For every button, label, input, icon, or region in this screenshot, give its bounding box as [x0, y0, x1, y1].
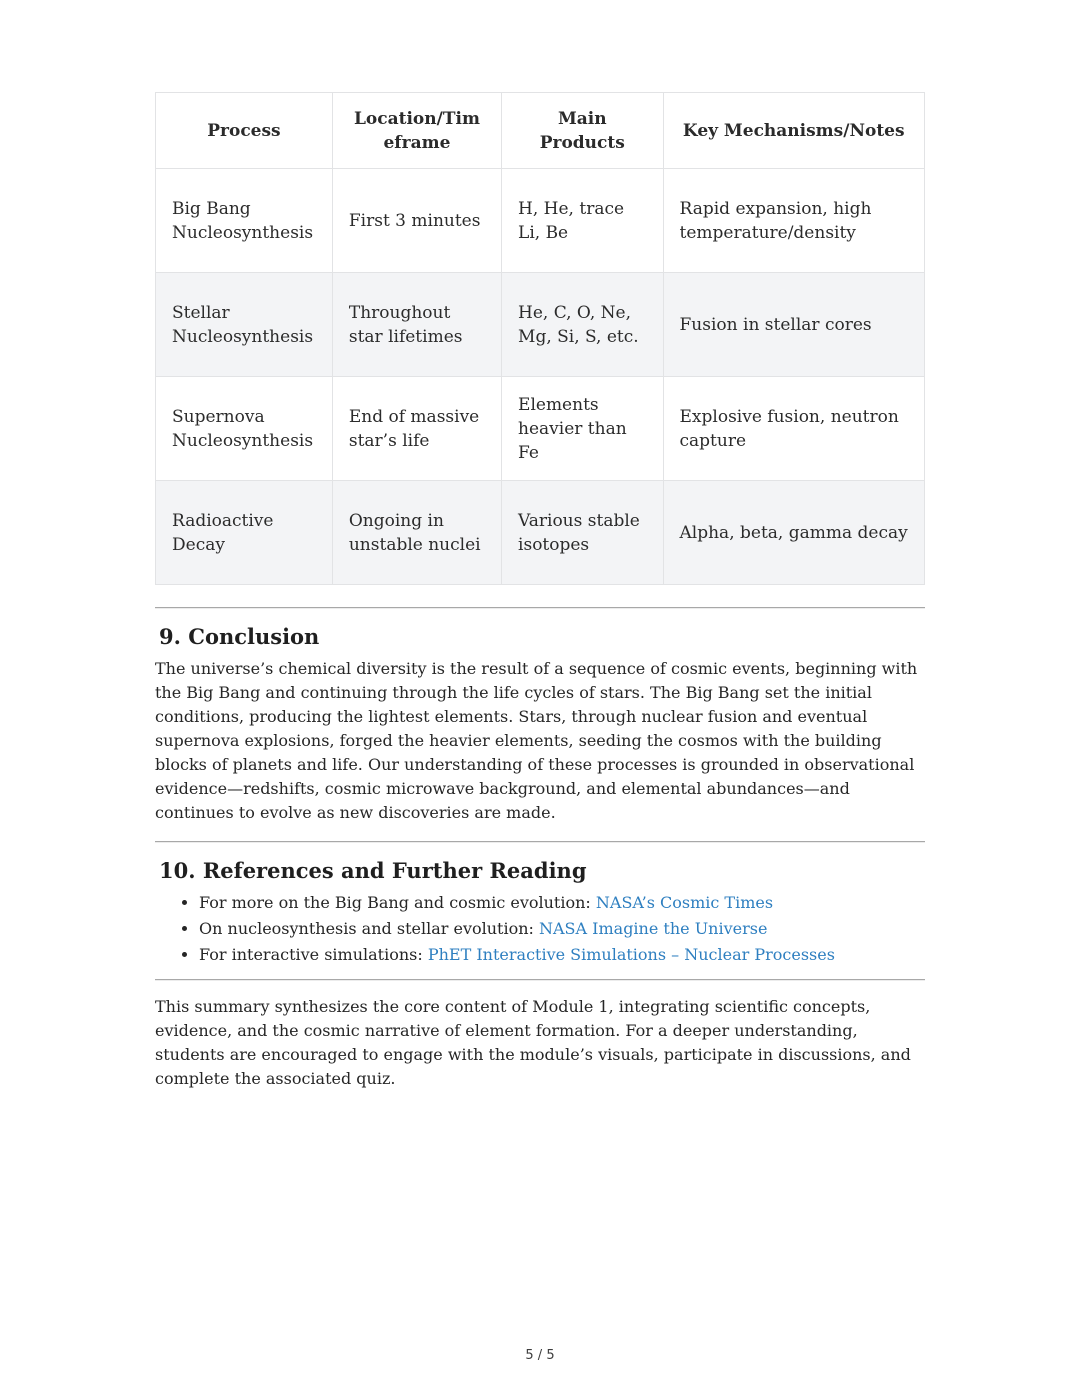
cell-products: H, He, trace Li, Be [502, 169, 663, 273]
reference-text: For interactive simulations: [199, 945, 428, 964]
section-divider [155, 979, 925, 981]
col-header-location-timeframe: Location/Timeframe [332, 93, 501, 169]
section-divider [155, 841, 925, 843]
references-list [155, 891, 925, 967]
table-row-big-bang [156, 169, 925, 273]
reference-item [199, 917, 925, 941]
nucleosynthesis-summary-table [155, 92, 925, 585]
cell-products: He, C, O, Ne, Mg, Si, S, etc. [502, 273, 663, 377]
reference-link-phet-simulations[interactable]: PhET Interactive Simulations – Nuclear Processes [427, 945, 835, 964]
cell-mechanisms: Explosive fusion, neutron capture [663, 377, 924, 481]
table-header-row [156, 93, 925, 169]
cell-mechanisms: Rapid expansion, high temperature/density [663, 169, 924, 273]
cell-location: End of massive star’s life [332, 377, 501, 481]
cell-location: First 3 minutes [332, 169, 501, 273]
reference-item [199, 891, 925, 915]
table-row-supernova [156, 377, 925, 481]
conclusion-heading: 9. Conclusion [159, 624, 320, 649]
reference-link-nasa-cosmic-times[interactable]: NASA’s Cosmic Times [595, 893, 774, 912]
cell-mechanisms: Alpha, beta, gamma decay [663, 481, 924, 585]
cell-location: Ongoing in unstable nuclei [332, 481, 501, 585]
cell-products: Elements heavier than Fe [502, 377, 663, 481]
document-page [155, 0, 925, 1091]
cell-process: Big Bang Nucleosynthesis [156, 169, 333, 273]
cell-process: Radioactive Decay [156, 481, 333, 585]
cell-process: Supernova Nucleosynthesis [156, 377, 333, 481]
table-row-radioactive-decay [156, 481, 925, 585]
cell-mechanisms: Fusion in stellar cores [663, 273, 924, 377]
reference-item [199, 943, 925, 967]
col-header-main-products: Main Products [502, 93, 663, 169]
page-number-indicator: 5 / 5 [525, 1348, 555, 1363]
col-header-key-mechanisms: Key Mechanisms/Notes [663, 93, 924, 169]
cell-location: Throughout star lifetimes [332, 273, 501, 377]
reference-link-nasa-imagine-universe[interactable]: NASA Imagine the Universe [539, 919, 768, 938]
conclusion-paragraph: The universe’s chemical diversity is the result of a sequence of cosmic events, beginning with the Big Bang and continuing through the life cycles of stars. The Big Bang set the initial conditions, producing the lightest elements. Stars, through nuclear fusion and eventual supernova explosions, forged the heavier elements, seeding the cosmos with the building blocks of planets and life. Our understanding of these processes is grounded in observational evidence—redshifts, cosmic microwave background, and elemental abundances—and continues to evolve as new discoveries are made. [155, 659, 918, 822]
section-divider [155, 607, 925, 609]
col-header-process: Process [156, 93, 333, 169]
reference-text: On nucleosynthesis and stellar evolution: [199, 919, 539, 938]
cell-process: Stellar Nucleosynthesis [156, 273, 333, 377]
closing-paragraph: This summary synthesizes the core content of Module 1, integrating scientific concepts, evidence, and the cosmic narrative of element formation. For a deeper understanding, students are encouraged to engage with the module’s visuals, participate in discussions, and complete the associated quiz. [155, 997, 911, 1088]
references-heading: 10. References and Further Reading [159, 858, 587, 883]
cell-products: Various stable isotopes [502, 481, 663, 585]
table-row-stellar [156, 273, 925, 377]
reference-text: For more on the Big Bang and cosmic evolution: [199, 893, 596, 912]
